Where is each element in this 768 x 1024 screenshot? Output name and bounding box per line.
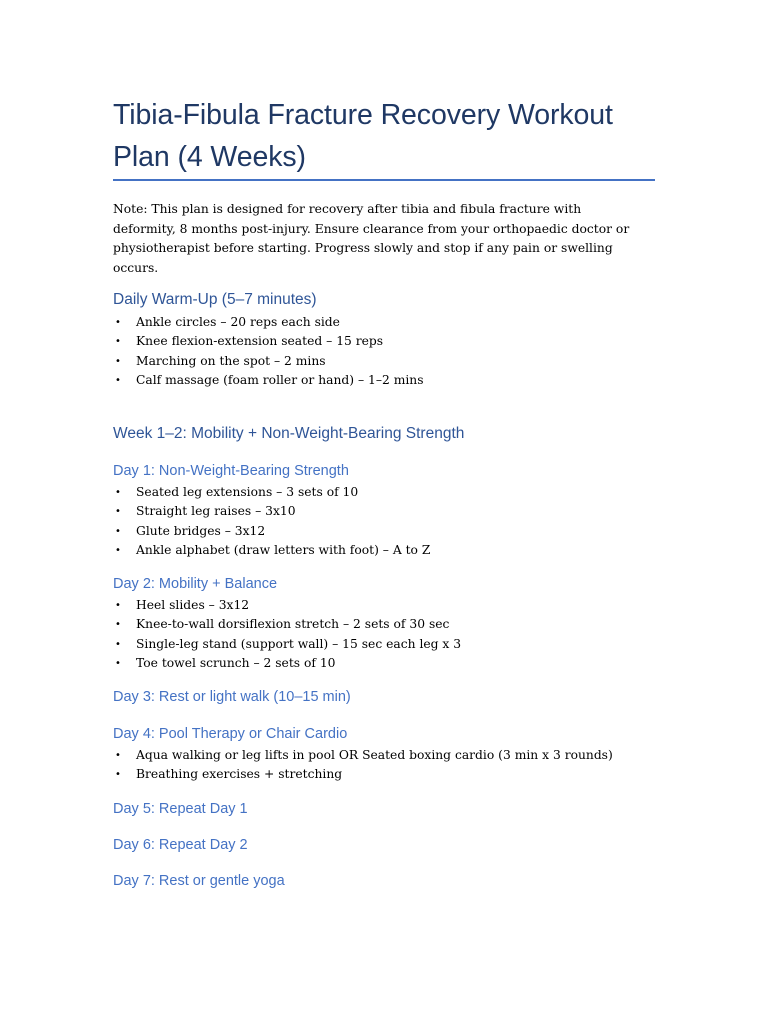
list-item-text: Calf massage (foam roller or hand) – 1–2 mins (136, 372, 424, 387)
list-item-text: Knee-to-wall dorsiflexion stretch – 2 sets of 30 sec (136, 617, 450, 632)
bullet: • (115, 374, 121, 386)
bullet: • (115, 638, 121, 650)
list-item (113, 332, 424, 351)
day-2-heading: Day 2: Mobility + Balance (113, 576, 278, 592)
day-4-list (113, 746, 613, 785)
list-item-text: Heel slides – 3x12 (136, 598, 250, 612)
title-underline (113, 179, 655, 181)
day-6-heading: Day 6: Repeat Day 2 (113, 837, 248, 853)
bullet: • (115, 355, 121, 367)
warmup-heading: Daily Warm-Up (5–7 minutes) (113, 291, 317, 308)
list-item (113, 654, 461, 673)
bullet: • (115, 525, 121, 537)
day-7-heading: Day 7: Rest or gentle yoga (113, 873, 285, 889)
list-item (113, 502, 430, 521)
list-item-text: Toe towel scrunch – 2 sets of 10 (136, 655, 336, 670)
list-item (113, 541, 430, 560)
bullet: • (115, 657, 121, 669)
list-item (113, 635, 461, 654)
day-1-heading: Day 1: Non-Weight-Bearing Strength (113, 463, 349, 479)
list-item-text: Breathing exercises + stretching (136, 767, 343, 782)
list-item (113, 746, 613, 765)
day-4-heading: Day 4: Pool Therapy or Chair Cardio (113, 726, 348, 742)
list-item-text: Knee flexion-extension seated – 15 reps (136, 334, 384, 349)
list-item-text: Glute bridges – 3x12 (136, 523, 266, 538)
list-item-text: Aqua walking or leg lifts in pool OR Seated boxing cardio (3 min x 3 rounds) (136, 748, 613, 762)
bullet: • (115, 600, 121, 611)
bullet: • (115, 487, 121, 498)
list-item-text: Ankle circles – 20 reps each side (136, 315, 340, 329)
list-item (113, 765, 613, 784)
list-item-text: Ankle alphabet (draw letters with foot) – A to Z (136, 542, 431, 557)
bullet: • (115, 336, 121, 348)
list-item (113, 483, 430, 502)
day-3-heading: Day 3: Rest or light walk (10–15 min) (113, 689, 351, 705)
list-item (113, 522, 430, 541)
bullet: • (115, 506, 121, 518)
document-title: Tibia-Fibula Fracture Recovery Workout Plan (4 Weeks) (113, 99, 613, 173)
bullet: • (115, 619, 121, 631)
bullet: • (115, 317, 121, 328)
warmup-list (113, 313, 424, 390)
bullet: • (115, 769, 121, 781)
list-item-text: Seated leg extensions – 3 sets of 10 (136, 485, 359, 499)
bullet: • (115, 544, 121, 556)
day-5-heading: Day 5: Repeat Day 1 (113, 801, 248, 817)
list-item (113, 352, 424, 371)
list-item-text: Straight leg raises – 3x10 (136, 504, 296, 519)
intro-note: Note: This plan is designed for recovery after tibia and fibula fracture with deformity, 8 months post-injury. Ensure clearance from your orthopaedic doctor or physiotherapist before starting. Progress slowly and stop if any pain or swelling occurs. (113, 202, 630, 275)
bullet: • (115, 750, 121, 761)
list-item (113, 615, 461, 634)
list-item (113, 313, 424, 332)
list-item (113, 596, 461, 615)
week-heading: Week 1–2: Mobility + Non-Weight-Bearing Strength (113, 425, 465, 442)
day-1-list (113, 483, 430, 560)
list-item-text: Single-leg stand (support wall) – 15 sec each leg x 3 (136, 636, 462, 651)
day-2-list (113, 596, 461, 673)
list-item (113, 371, 424, 390)
list-item-text: Marching on the spot – 2 mins (136, 353, 326, 368)
